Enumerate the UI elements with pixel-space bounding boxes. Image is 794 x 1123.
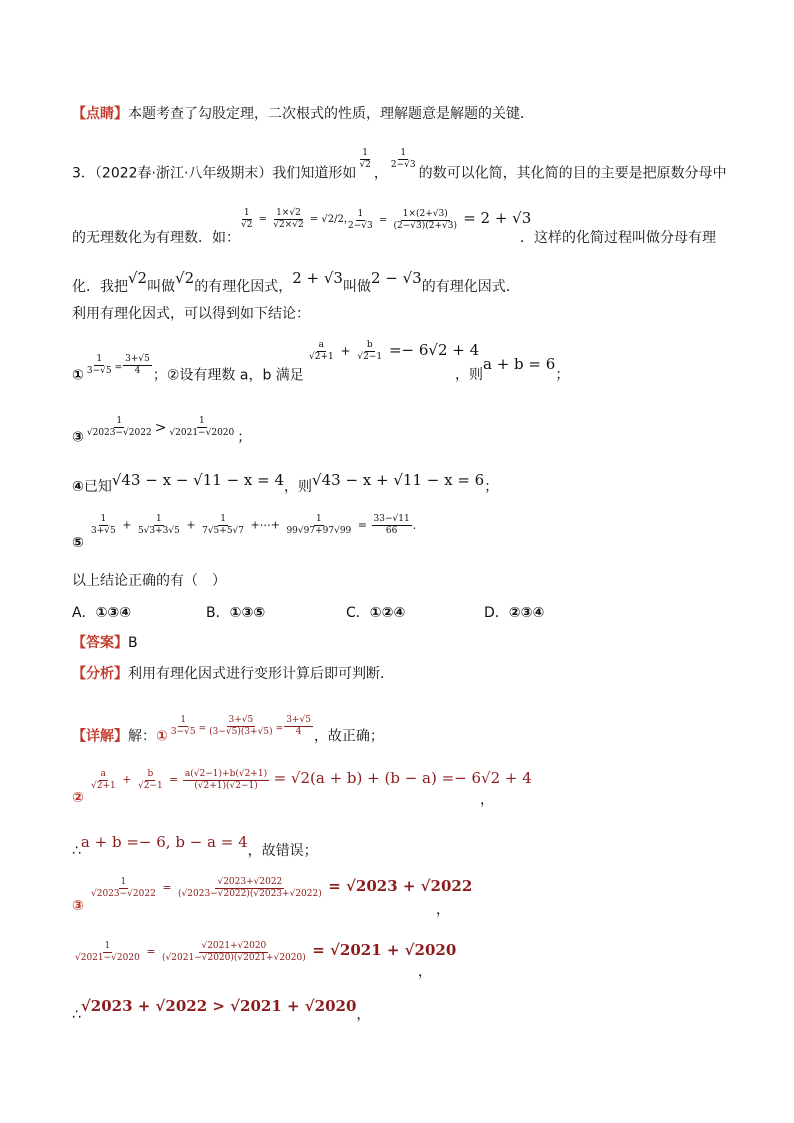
q3-line2-tail: ．这样的化简过程叫做分母有理	[520, 230, 716, 246]
detail-step-4-end: ，	[436, 902, 450, 918]
circle-1-marker: ①	[72, 367, 84, 384]
circle-5-marker: ⑤	[72, 535, 84, 551]
conclusion-4: ④已知√43 − x − √11 − x = 4，则√43 − x + √11 − x = 6；	[72, 471, 499, 495]
detail-step-5-end: ，	[418, 964, 432, 980]
conclusion-1-2: ① $\frac{1}{3-√5}$ = $\frac{3+√5}{4}$ ；②设有理数 a，b 满足	[72, 354, 304, 384]
example-sqrt3: $\frac{1}{2-√3}$ = $\frac{1\times(2+√3)}{(2-√3)(2+√3)}$ = 2 + √3	[348, 209, 532, 231]
circle-4-marker: ④	[72, 479, 84, 495]
detail-step-6: ∴√2023 + √2022 > √2021 + √2020，	[72, 997, 371, 1023]
conclusion-5	[72, 533, 84, 553]
option-c[interactable]: C．①②④	[346, 605, 406, 621]
conclusion-3: ③ $\frac{1}{√2023-√2022}$ > $\frac{1}{√2021-√2020}$ ；	[72, 416, 252, 446]
conclusion-5-series: $\frac{1}{3+√5}$ + $\frac{1}{5√3+3√5}$ + $\frac{1}{7√5+5√7}$ +⋯+ $\frac{1}{99√97+97√99}$ = $\frac{33-√11}{66}$ ．	[91, 514, 424, 536]
dianjing-tag: 【点睛】	[72, 106, 128, 122]
option-b[interactable]: B．①③⑤	[206, 605, 266, 621]
q3-line3: 化．我把√2叫做√2的有理化因式，2 + √3叫做2 − √3的有理化因式．	[72, 269, 520, 295]
detail-step-2-end: ，	[480, 792, 494, 808]
q3-intro: 3．（2022春·浙江·八年级期末）我们知道形如	[72, 165, 357, 182]
frac-1-over-2-minus-sqrt3: $\frac{1}{2-√3}$	[390, 148, 416, 170]
circle-3-marker: ③	[72, 429, 84, 446]
detail-step-3: ∴a + b =− 6, b − a = 4，故错误；	[72, 833, 318, 859]
answer-tag: 【答案】	[72, 635, 128, 651]
q3-line2: 的无理数化为有理数．如：	[72, 230, 240, 246]
detail-step-2-math: $\frac{a}{√2+1}$ + $\frac{b}{√2-1}$ = $\frac{a(√2-1)+b(√2+1)}{(√2+1)(√2-1)}$ = √2(a + b) + (b − a) =− 6√2 + 4	[91, 768, 532, 791]
answer-line	[72, 633, 138, 653]
conclusion-2-equation: $\frac{a}{√2+1}$ + $\frac{b}{√2-1}$ =− 6√2 + 4	[309, 340, 480, 362]
frac-1-over-sqrt2: $\frac{1}{√2}$	[359, 148, 371, 170]
detail-step-5-math: $\frac{1}{√2021-√2020}$ = $\frac{√2021+√2020}{(√2021-√2020)(√2021+√2020)}$ = √2021 + √2020	[75, 940, 457, 963]
question-ask: 以上结论正确的有（ ）	[72, 573, 226, 589]
detail-step-4: ③	[72, 898, 84, 914]
option-a[interactable]: A．①③④	[72, 605, 132, 621]
option-d[interactable]: D．②③④	[484, 605, 545, 621]
analysis-line	[72, 664, 394, 684]
analysis-text: 利用有理化因式进行变形计算后即可判断．	[128, 666, 394, 682]
detail-step-2: ②	[72, 790, 84, 806]
answer-value: B	[128, 635, 138, 651]
detail-tag: 【详解】	[72, 728, 128, 745]
dianjing-text: 本题考查了勾股定理，二次根式的性质，理解题意是解题的关键．	[128, 106, 534, 122]
detail-step-4-math: $\frac{1}{√2023-√2022}$ = $\frac{√2023+√2022}{(√2023-√2022)(√2023+√2022)}$ = √2023 + √2022	[91, 876, 473, 899]
example-sqrt2: $\frac{1}{√2}$ = $\frac{1\times√2}{√2\times√2}$ = √2/2，	[241, 208, 354, 230]
detail-step-1: 【详解】解：① $\frac{1}{3-√5}$ = $\frac{3+√5}{(3-√5)(3+√5)}$ = $\frac{3+√5}{4}$ ，故正确；	[72, 715, 384, 745]
analysis-tag: 【分析】	[72, 666, 128, 682]
dianjing-line	[72, 104, 534, 124]
q3-line1: 3．（2022春·浙江·八年级期末）我们知道形如 $\frac{1}{√2}$ ， $\frac{1}{2-√3}$ 的数可以化简，其化简的目的主要是把原数分母中	[72, 148, 727, 182]
q3-line4: 利用有理化因式，可以得到如下结论：	[72, 306, 310, 322]
conclusion-2-then: ，则a + b = 6；	[455, 355, 570, 383]
